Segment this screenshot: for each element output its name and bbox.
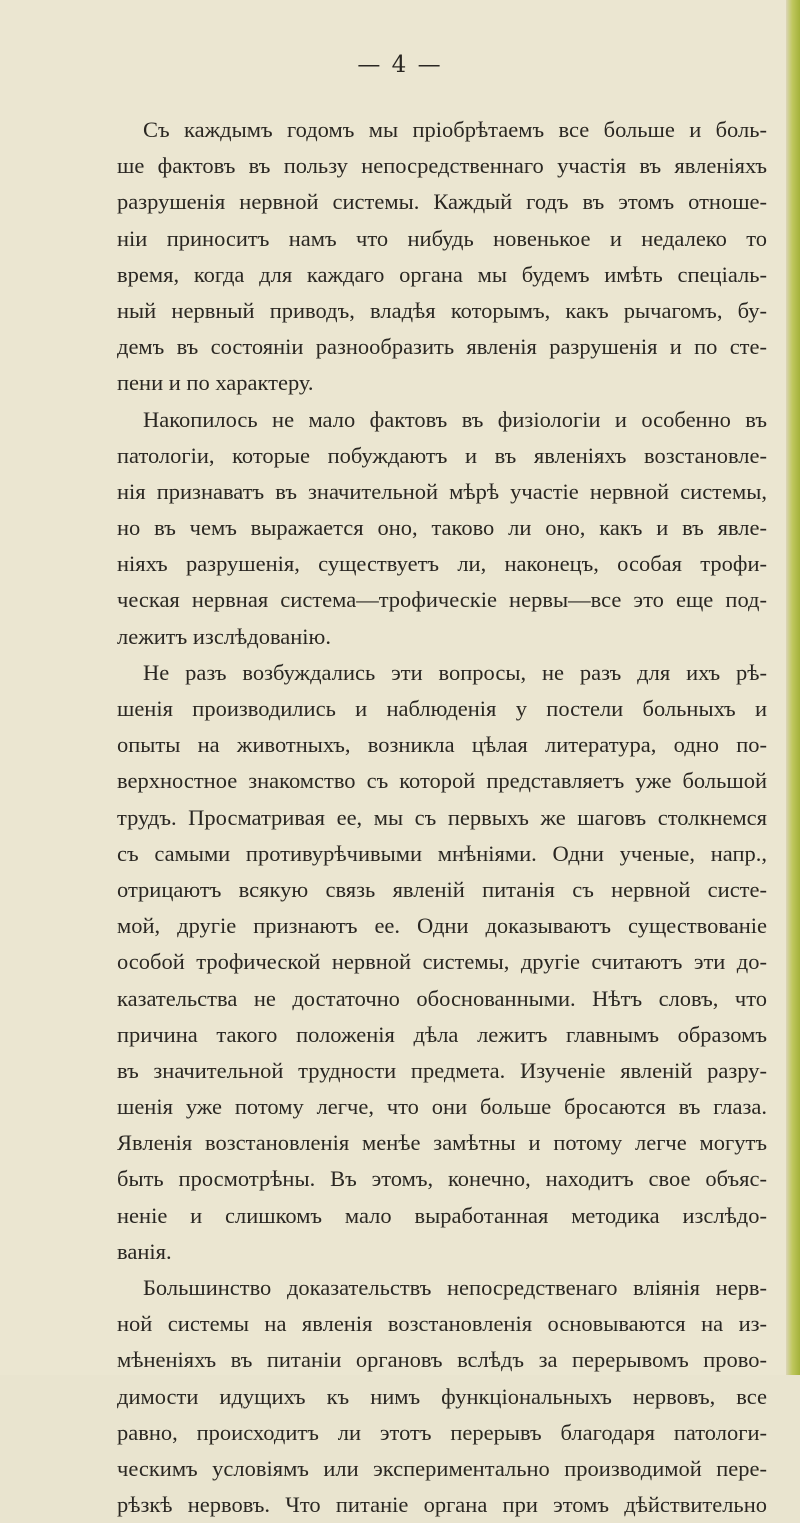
- text-line: патологіи, которые побуждаютъ и въ явленіяхъ возстановле-: [117, 442, 767, 468]
- text-line: неніе и слишкомъ мало выработанная методика изслѣдо-: [117, 1202, 767, 1228]
- text-line: причина такого положенія дѣла лежитъ главнымъ образомъ: [117, 1021, 767, 1047]
- text-line: нія признаватъ въ значительной мѣрѣ участіе нервной системы,: [117, 478, 767, 504]
- text-line: время, когда для каждаго органа мы будемъ имѣть спеціаль-: [117, 261, 767, 287]
- text-line: Съ каждымъ годомъ мы пріобрѣтаемъ все больше и боль-: [143, 117, 767, 142]
- text-line: шенія уже потому легче, что они больше бросаются въ глаза.: [117, 1094, 767, 1120]
- text-line: мой, другіе признаютъ ее. Одни доказываютъ существованіе: [117, 913, 767, 939]
- text-line: демъ въ состояніи разнообразить явленія разрушенія и по сте-: [117, 334, 767, 360]
- text-line: шенія производились и наблюденія у постели больныхъ и: [117, 696, 767, 721]
- text-line: быть просмотрѣны. Въ этомъ, конечно, находитъ свое объяс-: [117, 1166, 767, 1192]
- text-line: ше фактовъ въ пользу непосредственнаго участія въ явленіяхъ: [117, 153, 767, 179]
- text-line: ческимъ условіямъ или экспериментально производимой пере-: [117, 1455, 767, 1481]
- text-line: лежитъ изслѣдованію.: [117, 623, 331, 649]
- text-line: Большинство доказательствъ непосредственаго вліянія нерв-: [143, 1275, 767, 1300]
- text-line: ный нервный приводъ, владѣя которымъ, какъ рычагомъ, бу-: [117, 297, 767, 323]
- text-line: димости идущихъ къ нимъ функціональныхъ нервовъ, все: [117, 1383, 767, 1409]
- text-line: съ самыми противурѣчивыми мнѣніями. Одни ученые, напр.,: [117, 840, 767, 866]
- text-line: Накопилось не мало фактовъ въ физіологіи и особенно въ: [143, 406, 767, 432]
- text-line: рѣзкѣ нервовъ. Что питаніе органа при этомъ дѣйствительно: [117, 1492, 767, 1518]
- text-line: но въ чемъ выражается оно, таково ли оно, какъ и въ явле-: [117, 515, 767, 541]
- text-line: ванія.: [117, 1238, 172, 1264]
- text-line: пени и по характеру.: [117, 370, 314, 396]
- text-line: въ значительной трудности предмета. Изученіе явленій разру-: [117, 1057, 767, 1083]
- page-edge-shadow: [786, 0, 800, 1375]
- body-text: [117, 112, 767, 1523]
- text-line: Явленія возстановленія менѣе замѣтны и потому легче могутъ: [117, 1130, 767, 1156]
- text-line: опыты на животныхъ, возникла цѣлая литература, одно по-: [117, 732, 767, 758]
- text-line: отрицаютъ всякую связь явленій питанія съ нервной систе-: [117, 876, 767, 902]
- text-line: разрушенія нервной системы. Каждый годъ въ этомъ отноше-: [117, 189, 767, 215]
- text-line: верхностное знакомство съ которой представляетъ уже большой: [117, 768, 767, 794]
- text-line: равно, происходитъ ли этотъ перерывъ благодаря патологи-: [117, 1419, 767, 1445]
- text-line: особой трофической нервной системы, другіе считаютъ эти до-: [117, 949, 767, 975]
- text-line: Не разъ возбуждались эти вопросы, не разъ для ихъ рѣ-: [143, 659, 767, 685]
- page-number: — 4 —: [357, 52, 443, 78]
- text-line: ніяхъ разрушенія, существуетъ ли, наконецъ, особая трофи-: [117, 551, 767, 577]
- text-line: мѣненіяхъ въ питаніи органовъ вслѣдъ за перерывомъ прово-: [117, 1347, 767, 1373]
- text-line: трудъ. Просматривая ее, мы съ первыхъ же шаговъ столкнемся: [117, 804, 767, 830]
- text-line: казательства не достаточно обоснованными. Нѣтъ словъ, что: [117, 985, 767, 1011]
- text-line: ной системы на явленія возстановленія основываются на из-: [117, 1311, 767, 1337]
- text-line: ніи приноситъ намъ что нибудь новенькое и недалеко то: [117, 225, 767, 251]
- text-line: ческая нервная система—трофическіе нервы—все это еще под-: [117, 587, 767, 613]
